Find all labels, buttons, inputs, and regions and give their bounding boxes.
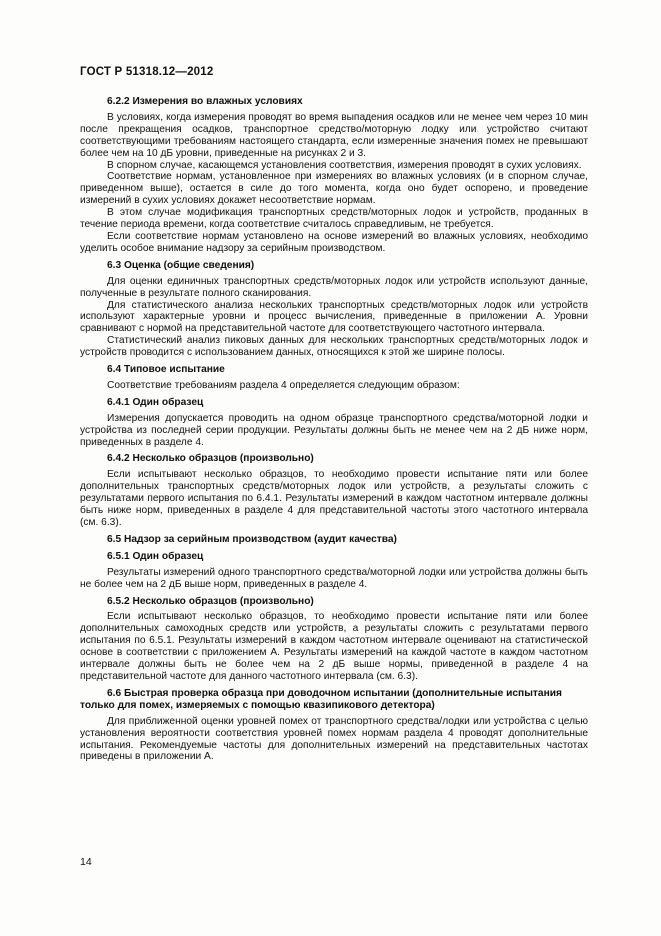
standard-header: ГОСТ Р 51318.12—2012 <box>80 66 214 78</box>
page-number: 14 <box>80 856 92 868</box>
paragraph: Если испытывают несколько образцов, то необходимо провести испытание пяти или более дополнительных самоходных средств или устройств, а результаты сложить с результатами первого испытания по 6.5.1. Результаты измерений в каждом частотном интервале оценивают на статистической основе в соответствии с приложением А. Результаты измерений на каждой частоте в каждом частотном интервале должны быть не более чем на 2 дБ выше нормы, приведенной в разделе 4 на представительной частоте для данного частотного интервала (см. 6.3). <box>80 611 588 682</box>
section-heading: 6.5 Надзор за серийным производством (аудит качества) <box>107 533 397 545</box>
section-heading: 6.5.2 Несколько образцов (произвольно) <box>107 595 314 607</box>
document-body <box>80 96 588 763</box>
paragraph: Для приближенной оценки уровней помех от транспортного средства/лодки или устройства с целью установления вероятности соответствия уровней помех нормам раздела 4 проводят дополнительные испытания. Рекомендуемые частоты для дополнительных измерений на представительных частотах приведены в приложении А. <box>80 715 588 763</box>
section-heading: 6.4.1 Один образец <box>107 396 204 408</box>
section-heading: 6.3 Оценка (общие сведения) <box>107 259 255 271</box>
paragraph: Измерения допускается проводить на одном образце транспортного средства/моторной лодки и устройства из последней серии продукции. Результаты должны быть не менее чем на 2 дБ ниже норм, приведенных в разделе 4. <box>80 412 588 448</box>
section-heading: 6.6 Быстрая проверка образца при доводочном испытании (дополнительные испытания только для помех, измеряемых с помощью квазипикового детектора) <box>80 687 562 711</box>
paragraph: Для статистического анализа нескольких транспортных средств/моторных лодок или устройств используют характерные уровни и процесс вычисления, приведенные в приложении А. Уровни сравнивают с нормой на представительной частоте для соответствующего частотного интервала. <box>80 299 588 335</box>
paragraph: Для оценки единичных транспортных средств/моторных лодок или устройств используют данные, полученные в результате полного сканирования. <box>80 275 588 299</box>
paragraph: В этом случае модификация транспортных средств/моторных лодок и устройств, проданных в течение периода времени, когда соответствие считалось справедливым, не требуется. <box>80 207 588 231</box>
section-heading: 6.4 Типовое испытание <box>107 364 225 376</box>
paragraph: Соответствие требованиям раздела 4 определяется следующим образом: <box>107 379 460 391</box>
section-heading: 6.2.2 Измерения во влажных условиях <box>107 96 303 107</box>
section-heading: 6.5.1 Один образец <box>107 550 204 562</box>
paragraph: Результаты измерений одного транспортного средства/моторной лодки или устройства должны быть не более чем на 2 дБ выше норм, приведенных в разделе 4. <box>80 566 588 590</box>
paragraph: Если испытывают несколько образцов, то необходимо провести испытание пяти или более дополнительных транспортных средств/моторных лодок или устройств, а результаты сложить с результатами первого испытания по 6.4.1. Результаты измерений в каждом частотном интервале должны быть ниже норм, приведенных в разделе 4 для представительной частоты этого частотного интервала (см. 6.3). <box>80 469 588 528</box>
paragraph: В спорном случае, касающемся установления соответствия, измерения проводят в сухих условиях. <box>107 159 582 171</box>
paragraph: Если соответствие нормам установлено на основе измерений во влажных условиях, необходимо уделить особое внимание надзору за серийным производством. <box>80 230 588 254</box>
paragraph: Соответствие нормам, установленное при измерениях во влажных условиях (и в спорном случае, приведенном выше), остается в силе до того момента, когда оно будет оспорено, и проведение измерений в сухих условиях докажет несоответствие нормам. <box>80 171 588 207</box>
paragraph: Статистический анализ пиковых данных для нескольких транспортных средств/моторных лодок и устройств проводится с использованием данных, относящихся к этой же ширине полосы. <box>80 335 588 359</box>
section-heading: 6.4.2 Несколько образцов (произвольно) <box>107 453 314 465</box>
paragraph: В условиях, когда измерения проводят во время выпадения осадков или не менее чем через 10 мин после прекращения осадков, транспортное средство/моторную лодку или устройство считают соответствующими требованиям настоящего стандарта, если измеренные значения помех не превышают более чем на 10 дБ уровни, приведенные на рисунках 2 и 3. <box>80 111 588 159</box>
